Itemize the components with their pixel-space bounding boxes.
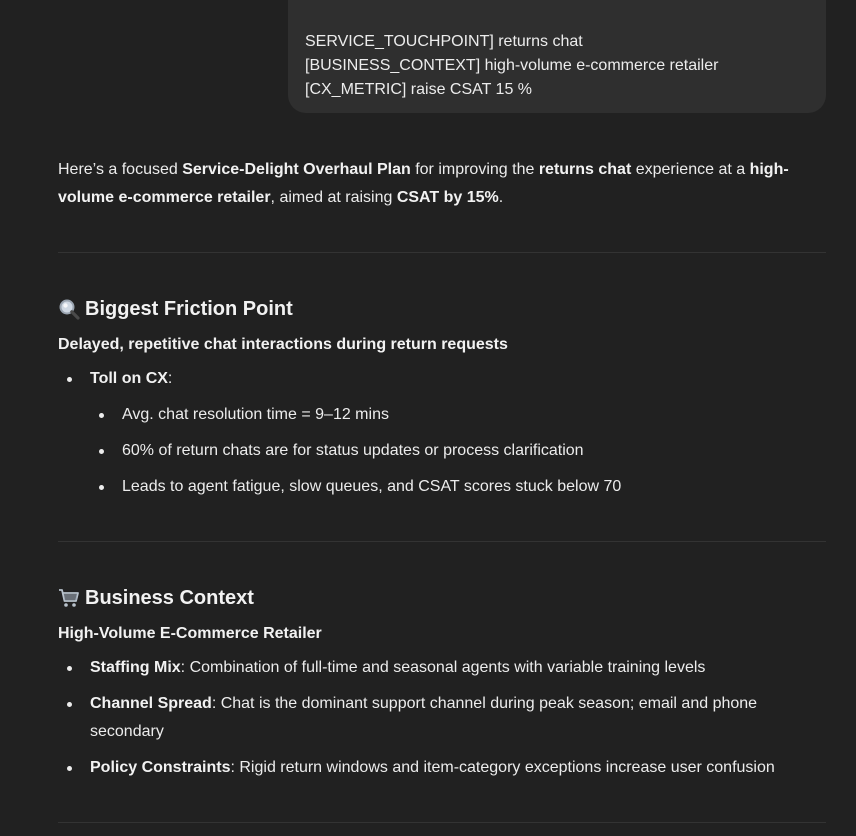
- staffing-mix-text: : Combination of full-time and seasonal agents with variable training levels: [180, 659, 706, 676]
- policy-constraints-text: : Rigid return windows and item-category exceptions increase user confusion: [230, 759, 775, 776]
- list-item: [58, 690, 826, 746]
- section-divider: [58, 822, 826, 823]
- friction-title-text: Biggest Friction Point: [85, 298, 293, 320]
- toll-label: Toll on CX: [90, 370, 168, 387]
- policy-constraints-label: Policy Constraints: [90, 759, 231, 776]
- list-item: Leads to agent fatigue, slow queues, and CSAT scores stuck below 70: [58, 473, 826, 501]
- list-item: [58, 365, 826, 393]
- friction-subtitle: Delayed, repetitive chat interactions during return requests: [58, 336, 508, 353]
- business-title-text: Business Context: [85, 587, 254, 609]
- intro-text-1: Here’s a focused: [58, 161, 183, 178]
- user-message-line-1: SERVICE_TOUCHPOINT] returns chat: [305, 33, 583, 50]
- intro-text-3: experience at a: [631, 161, 750, 178]
- toll-suffix: :: [167, 370, 173, 387]
- list-item: Avg. chat resolution time = 9–12 mins: [58, 401, 826, 429]
- user-message-line-2: [BUSINESS_CONTEXT] high-volume e-commerce retailer: [305, 57, 719, 74]
- list-item: [58, 654, 826, 682]
- intro-bold-metric: CSAT by 15%: [396, 189, 499, 206]
- intro-text-2: for improving the: [410, 161, 539, 178]
- intro-paragraph: [58, 156, 826, 212]
- friction-list: [58, 365, 826, 393]
- section-divider: [58, 541, 826, 542]
- channel-spread-text: : Chat is the dominant support channel during peak season; email and phone secondary: [90, 695, 758, 740]
- assistant-response: [58, 156, 826, 823]
- user-message-bubble: [288, 0, 826, 113]
- channel-spread-label: Channel Spread: [90, 695, 212, 712]
- intro-text-4: , aimed at raising: [270, 189, 397, 206]
- business-subtitle: High-Volume E-Commerce Retailer: [58, 625, 322, 642]
- shopping-cart-icon: [58, 587, 80, 609]
- business-list: [58, 654, 826, 782]
- list-item: 60% of return chats are for status updates or process clarification: [58, 437, 826, 465]
- list-item: [58, 754, 826, 782]
- magnifying-glass-icon: [58, 298, 80, 320]
- staffing-mix-label: Staffing Mix: [90, 659, 181, 676]
- business-section-title: [58, 584, 826, 612]
- intro-bold-plan: Service-Delight Overhaul Plan: [182, 161, 411, 178]
- friction-section-title: [58, 295, 826, 323]
- intro-bold-context: high-volume e-commerce retailer: [58, 161, 789, 206]
- user-message-line-3: [CX_METRIC] raise CSAT 15 %: [305, 81, 533, 98]
- section-divider: [58, 252, 826, 253]
- intro-bold-touchpoint: returns chat: [538, 161, 632, 178]
- intro-text-5: .: [498, 189, 504, 206]
- friction-nested-list: [58, 401, 826, 501]
